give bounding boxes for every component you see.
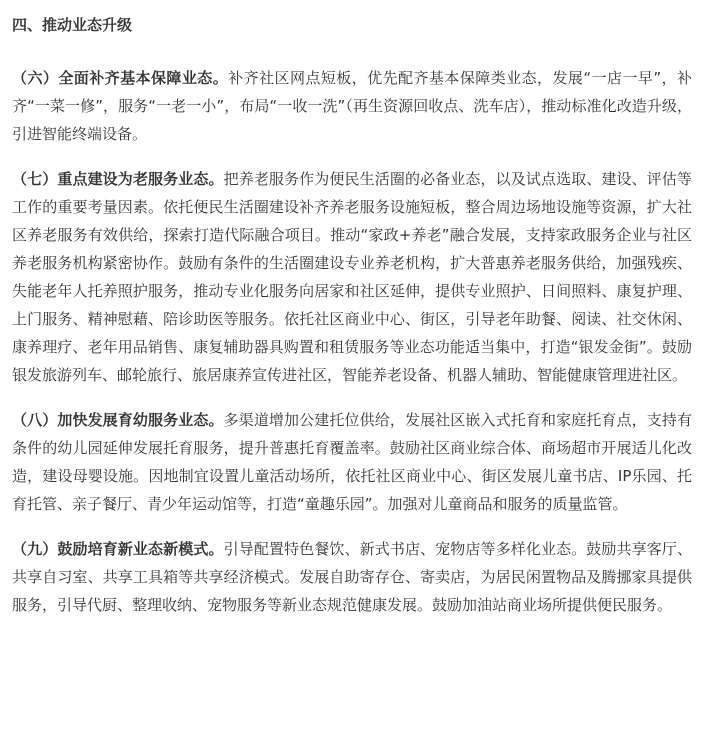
paragraph-lead: （九）鼓励培育新业态新模式。 — [12, 540, 224, 558]
paragraph-new-business-models — [12, 535, 692, 619]
paragraph-elderly-services — [12, 165, 692, 389]
paragraph-body: 把养老服务作为便民生活圈的必备业态，以及试点选取、建设、评估等工作的重要考量因素。依托便民生活圈建设补齐养老服务设施短板，整合周边场地设施等资源，扩大社区养老服务有效供给，探索打造代际融合项目。推动“家政+养老”融合发展，支持家政服务企业与社区养老服务机构紧密协作。鼓励有条件的生活圈建设专业养老机构，扩大普惠养老服务供给，加强残疾、失能老年人托养照护服务，推动专业化服务向居家和社区延伸，提供专业照护、日间照料、康复护理、上门服务、精神慰藉、陪诊助医等服务。依托社区商业中心、街区，引导老年助餐、阅读、社交休闲、康养理疗、老年用品销售、康复辅助器具购置和租赁服务等业态功能适当集中，打造“银发金街”。鼓励银发旅游列车、邮轮旅行、旅居康养宣传进社区，智能养老设备、机器人辅助、智能健康管理进社区。 — [12, 170, 692, 384]
paragraph-lead: （七）重点建设为老服务业态。 — [12, 170, 224, 188]
paragraph-lead: （六）全面补齐基本保障业态。 — [12, 69, 229, 87]
paragraph-lead: （八）加快发展育幼服务业态。 — [12, 411, 224, 429]
paragraph-basic-services — [12, 64, 692, 148]
paragraph-body: 补齐社区网点短板，优先配齐基本保障类业态，发展“一店一早”，补齐“一菜一修”，服务“一老一小”，布局“一收一洗”（再生资源回收点、洗车店），推动标准化改造升级，引进智能终端设备。 — [12, 69, 692, 143]
paragraph-body: 引导配置特色餐饮、新式书店、宠物店等多样化业态。鼓励共享客厅、共享自习室、共享工具箱等共享经济模式。发展自助寄存仓、寄卖店，为居民闲置物品及腾挪家具提供服务，引导代厨、整理收纳、宠物服务等新业态规范健康发展。鼓励加油站商业场所提供便民服务。 — [12, 540, 692, 614]
paragraph-body: 多渠道增加公建托位供给，发展社区嵌入式托育和家庭托育点，支持有条件的幼儿园延伸发展托育服务，提升普惠托育覆盖率。鼓励社区商业综合体、商场超市开展适儿化改造，建设母婴设施。因地制宜设置儿童活动场所，依托社区商业中心、街区发展儿童书店、IP乐园、托育托管、亲子餐厅、青少年运动馆等，打造“童趣乐园”。加强对儿童商品和服务的质量监管。 — [12, 411, 692, 513]
section-title: 四、推动业态升级 — [12, 16, 133, 34]
paragraph-childcare-services — [12, 406, 692, 518]
